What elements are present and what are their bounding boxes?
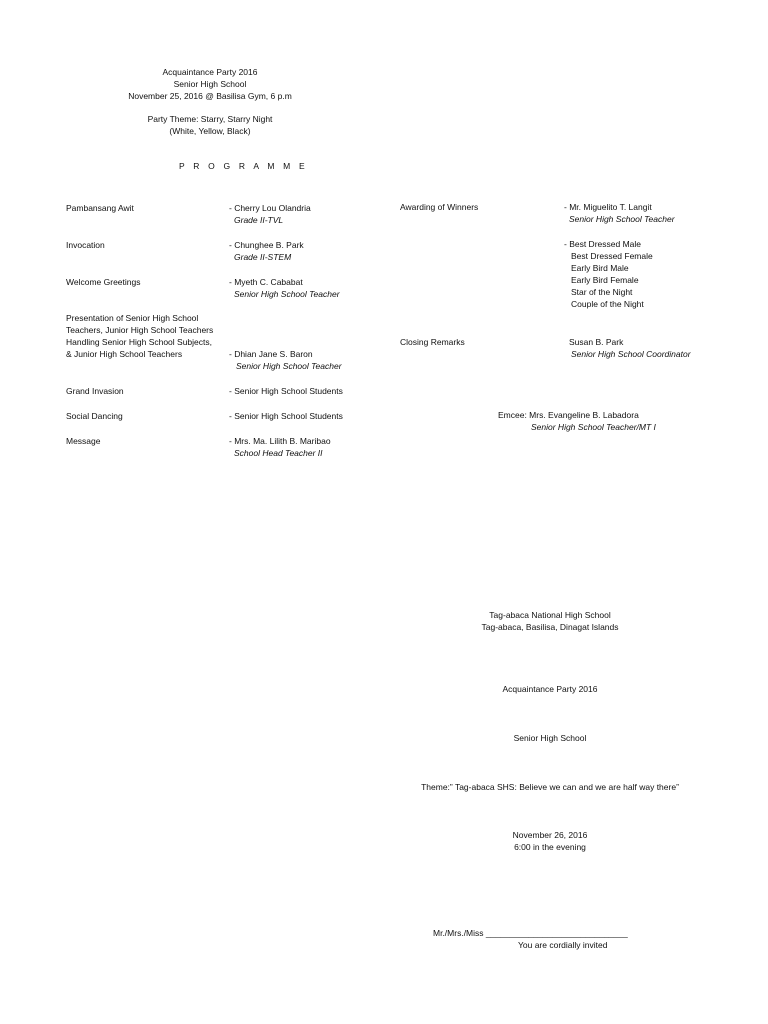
program-title-3-line: Handling Senior High School Subjects, [66, 337, 213, 347]
closing-title: Closing Remarks [400, 337, 465, 347]
program-title-2: Welcome Greetings [66, 277, 141, 287]
program-title-3-line: & Junior High School Teachers [66, 349, 183, 359]
closing-name: Susan B. Park [569, 337, 624, 347]
program-title-6: Message [66, 436, 101, 446]
header-block [110, 66, 310, 137]
program-title-3 [66, 312, 213, 360]
awarding-role: Senior High School Teacher [569, 214, 675, 224]
school-block [430, 609, 670, 633]
invitation-theme: Theme:” Tag-abaca SHS: Believe we can and we are half way there” [421, 782, 679, 792]
program-name-2: - Myeth C. Cababat [229, 277, 303, 287]
program-title-0: Pambansang Awit [66, 203, 134, 213]
award-category: Star of the Night [571, 287, 633, 297]
award-category: Best Dressed Female [571, 251, 653, 261]
addressee-line: Mr./Mrs./Miss ______________________________ [433, 928, 628, 938]
award-category: Early Bird Female [571, 275, 639, 285]
award-category: Early Bird Male [571, 263, 629, 273]
program-name-5: - Senior High School Students [229, 411, 343, 421]
awarding-title: Awarding of Winners [400, 202, 479, 212]
program-title-4: Grand Invasion [66, 386, 124, 396]
award-category: Couple of the Night [571, 299, 644, 309]
program-name-6: - Mrs. Ma. Lilith B. Maribao [229, 436, 331, 446]
invitation-event: Acquaintance Party 2016 [502, 684, 598, 694]
program-title-5: Social Dancing [66, 411, 123, 421]
awarding-name: - Mr. Miguelito T. Langit [564, 202, 652, 212]
program-name-3: - Dhian Jane S. Baron [229, 349, 313, 359]
party-theme: Party Theme: Starry, Starry Night [147, 114, 273, 124]
header-level: Senior High School [173, 79, 247, 89]
program-name-0: - Cherry Lou Olandria [229, 203, 311, 213]
program-role-6: School Head Teacher II [234, 448, 323, 458]
program-name-4: - Senior High School Students [229, 386, 343, 396]
closing-role: Senior High School Coordinator [571, 349, 691, 359]
programme-heading: P R O G R A M M E [179, 161, 308, 171]
program-role-1: Grade II-STEM [234, 252, 292, 262]
program-title-1: Invocation [66, 240, 105, 250]
emcee-role: Senior High School Teacher/MT I [531, 422, 656, 432]
program-role-3: Senior High School Teacher [236, 361, 342, 371]
emcee-name: Emcee: Mrs. Evangeline B. Labadora [498, 410, 639, 420]
award-category: - Best Dressed Male [564, 239, 641, 249]
invitation-time: 6:00 in the evening [514, 842, 586, 852]
program-role-0: Grade II-TVL [234, 215, 284, 225]
school-address: Tag-abaca, Basilisa, Dinagat Islands [481, 622, 619, 632]
header-date-venue: November 25, 2016 @ Basilisa Gym, 6 p.m [128, 91, 292, 101]
program-role-2: Senior High School Teacher [234, 289, 340, 299]
header-title: Acquaintance Party 2016 [162, 67, 258, 77]
cordially-invited: You are cordially invited [518, 940, 608, 950]
invitation-date: November 26, 2016 [512, 830, 588, 840]
program-title-3-line: Teachers, Junior High School Teachers [66, 325, 214, 335]
theme-colors: (White, Yellow, Black) [169, 126, 251, 136]
school-name: Tag-abaca National High School [489, 610, 611, 620]
program-title-3-line: Presentation of Senior High School [66, 313, 199, 323]
program-name-1: - Chunghee B. Park [229, 240, 304, 250]
invitation-datetime [450, 829, 650, 853]
invitation-level: Senior High School [513, 733, 587, 743]
